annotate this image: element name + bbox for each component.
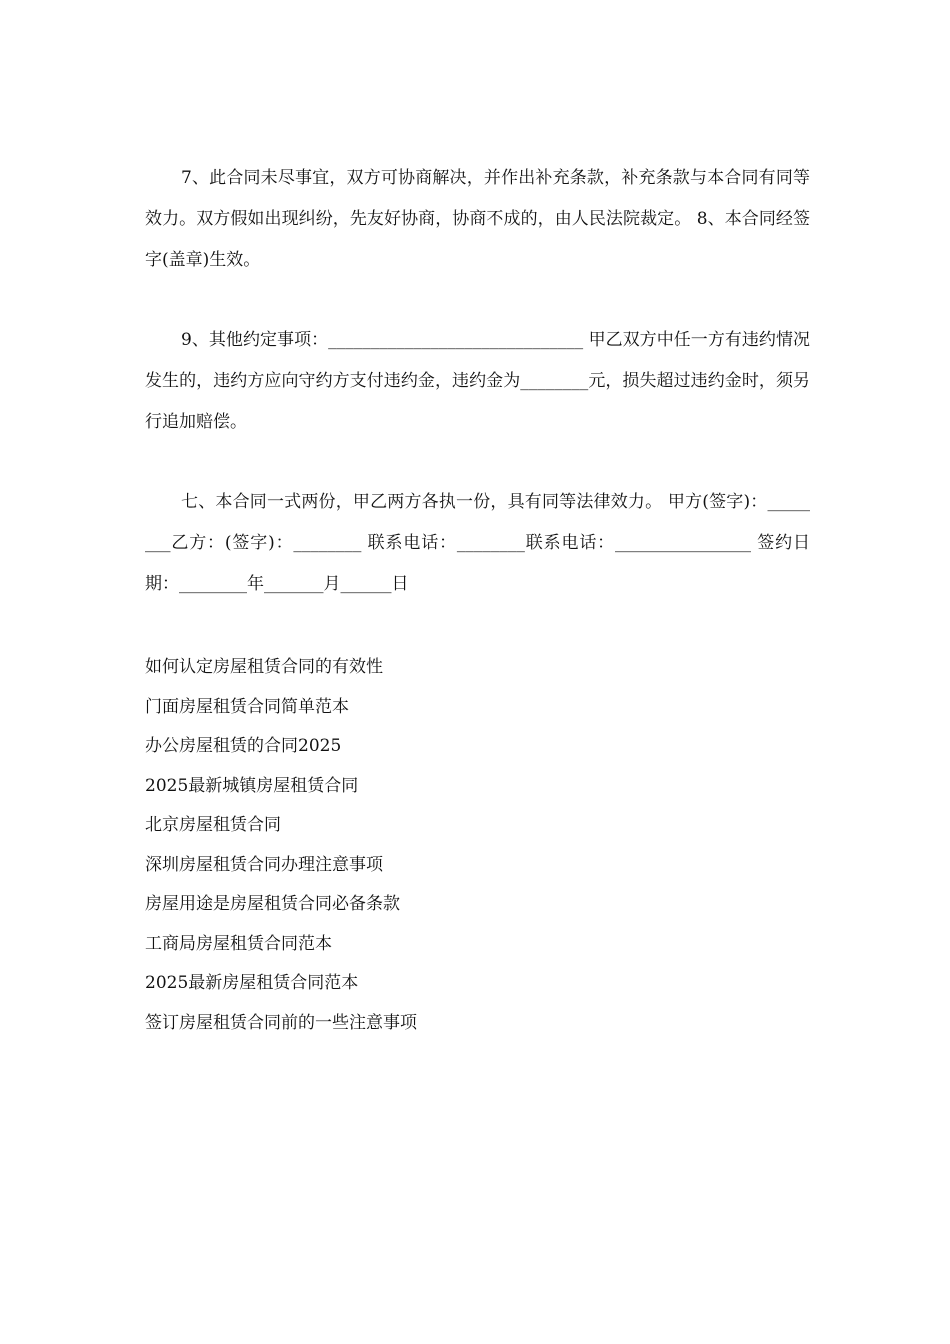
related-link[interactable]: 北京房屋租赁合同 xyxy=(145,815,281,835)
related-links-list xyxy=(145,648,810,1043)
related-link[interactable]: 工商局房屋租赁合同范本 xyxy=(145,933,332,954)
clause-7-8-paragraph: 7、此合同未尽事宜，双方可协商解决，并作出补充条款，补充条款与本合同有同等效力。双方假如出现纠纷，先友好协商，协商不成的，由人民法院裁定。 8、本合同经签字(盖章)生效。 xyxy=(145,168,810,270)
related-link[interactable]: 如何认定房屋租赁合同的有效性 xyxy=(145,657,383,677)
clause-signature-paragraph: 七、本合同一式两份，甲乙两方各执一份，具有同等法律效力。 甲方(签字)：________乙方：(签字)：________ 联系电话：________联系电话：________________ 签约日期：________年_______月______日 xyxy=(145,492,810,594)
related-link[interactable]: 房屋用途是房屋租赁合同必备条款 xyxy=(145,894,400,914)
related-link[interactable]: 门面房屋租赁合同简单范本 xyxy=(145,696,349,717)
related-link[interactable]: 签订房屋租赁合同前的一些注意事项 xyxy=(145,1012,417,1033)
related-link[interactable]: 2025最新房屋租赁合同范本 xyxy=(145,973,359,993)
related-link[interactable]: 深圳房屋租赁合同办理注意事项 xyxy=(145,854,383,875)
clause-9-paragraph: 9、其他约定事项：______________________________ 甲乙双方中任一方有违约情况发生的，违约方应向守约方支付违约金，违约金为________元，损失超过违约金时，须另行追加赔偿。 xyxy=(145,330,811,432)
related-link[interactable]: 2025最新城镇房屋租赁合同 xyxy=(145,775,359,796)
related-link[interactable]: 办公房屋租赁的合同2025 xyxy=(145,736,342,756)
